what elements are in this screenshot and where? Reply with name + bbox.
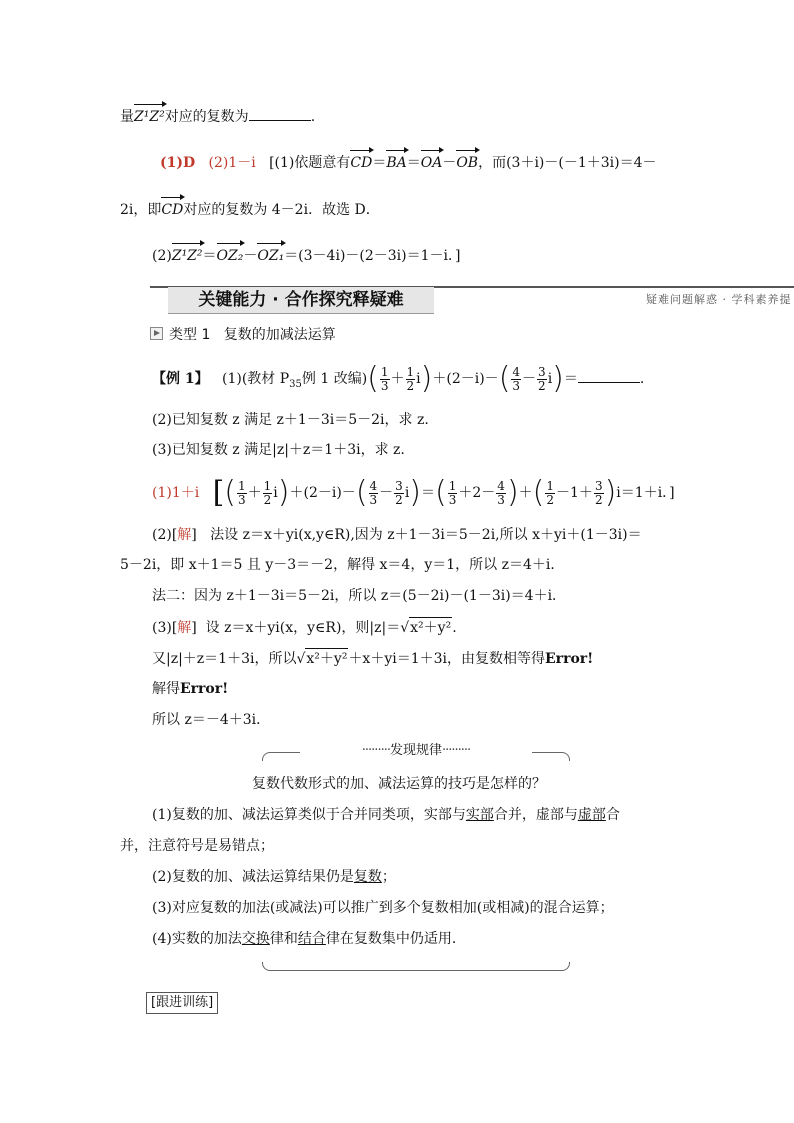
answer-label-1: (1)D bbox=[160, 155, 196, 171]
answer-blank bbox=[578, 368, 640, 383]
answer-label-2: (2)1－i bbox=[208, 155, 256, 171]
solution-3-line-3: 解得Error! bbox=[152, 681, 229, 697]
answer-line-1: (1)D (2)1－i [(1)依题意有CD＝BA＝OA－OB，而(3＋i)－(－1＋3i)＝4－ bbox=[160, 155, 657, 171]
rule-3: (3)对应复数的加法(或减法)可以推广到多个复数相加(或相减)的混合运算； bbox=[152, 900, 614, 916]
type-heading: 类型 1 复数的加减法运算 bbox=[150, 325, 336, 345]
rule-2: (2)复数的加、减法运算结果仍是复数； bbox=[152, 869, 396, 885]
discovery-box-bottom bbox=[262, 962, 570, 971]
solution-2-line-1: (2)[解] 法设 z＝x＋yi(x,y∈R),因为 z＋1－3i＝5－2i,所以 x＋yi＋(1－3i)＝ bbox=[152, 527, 642, 543]
practice-label: [跟进训练] bbox=[146, 992, 218, 1014]
solution-2-line-2: 5－2i，即 x＋1＝5 且 y－3＝－2，解得 x＝4，y＝1，所以 z＝4＋i． bbox=[120, 557, 565, 573]
example-1-line-2: (2)已知复数 z 满足 z＋1－3i＝5－2i，求 z. bbox=[152, 412, 429, 428]
solution-2-line-3: 法二：因为 z＋1－3i＝5－2i，所以 z＝(5－2i)－(1－3i)＝4＋i． bbox=[152, 588, 567, 604]
example-1-line-1: 【例 1】 (1)(教材 $P_{35}$例 1 改编)( $\frac{1}{3}$ ＋ $\frac{1}{2}$ i)＋(2－i)－( $\frac{4}{3}$ － $\frac{3}{2}$ i)＝ . bbox=[152, 361, 645, 396]
line-1: 量Z¹Z²对应的复数为 . bbox=[120, 106, 315, 127]
discovery-question: 复数代数形式的加、减法运算的技巧是怎样的？ bbox=[252, 776, 546, 792]
answer-line-1-cont: 2i，即CD对应的复数为 4－2i．故选 D． bbox=[120, 202, 380, 218]
solution-3-line-2: 又|z|＋z＝1＋3i，所以√x²＋y²＋x＋yi＝1＋3i，由复数相等得Error! bbox=[152, 648, 593, 669]
rule-1-cont: 并，注意符号是易错点； bbox=[120, 838, 274, 854]
rule-4: (4)实数的加法交换律和结合律在复数集中仍适用． bbox=[152, 931, 466, 947]
vector-z1z2: Z¹Z² bbox=[134, 109, 165, 125]
example-1-line-3: (3)已知复数 z 满足|z|＋z＝1＋3i，求 z. bbox=[152, 442, 405, 458]
answer-line-2: (2)Z¹Z²＝OZ₂－OZ₁＝(3－4i)－(2－3i)＝1－i．] bbox=[152, 248, 461, 264]
rule-1: (1)复数的加、减法运算类似于合并同类项，实部与实部合并，虚部与虚部合 bbox=[152, 807, 620, 823]
banner-subtitle: 疑难问题解惑 · 学科素养提 bbox=[646, 293, 792, 306]
solution-1: (1)1＋i [( $\frac{1}{3}$ ＋ $\frac{1}{2}$ i)＋(2－i)－( $\frac{4}{3}$ － $\frac{3}{2}$ i)＝( $\frac{1}{3}$ ＋2－ $\frac{4}{3}$ )＋( $\frac{1}{2}$ －1＋ $\frac{3}{2}$ )i＝1＋i．] bbox=[152, 475, 675, 510]
section-banner: 关键能力 · 合作探究释疑难 bbox=[168, 287, 434, 314]
answer-blank bbox=[249, 106, 311, 121]
discovery-label: ·········发现规律········· bbox=[300, 740, 532, 762]
solution-3-line-1: (3)[解] 设 z＝x＋yi(x，y∈R)，则|z|＝√x²＋y². bbox=[152, 617, 457, 638]
solution-3-line-4: 所以 z＝－4＋3i． bbox=[152, 712, 271, 728]
play-triangle-icon bbox=[150, 327, 163, 340]
